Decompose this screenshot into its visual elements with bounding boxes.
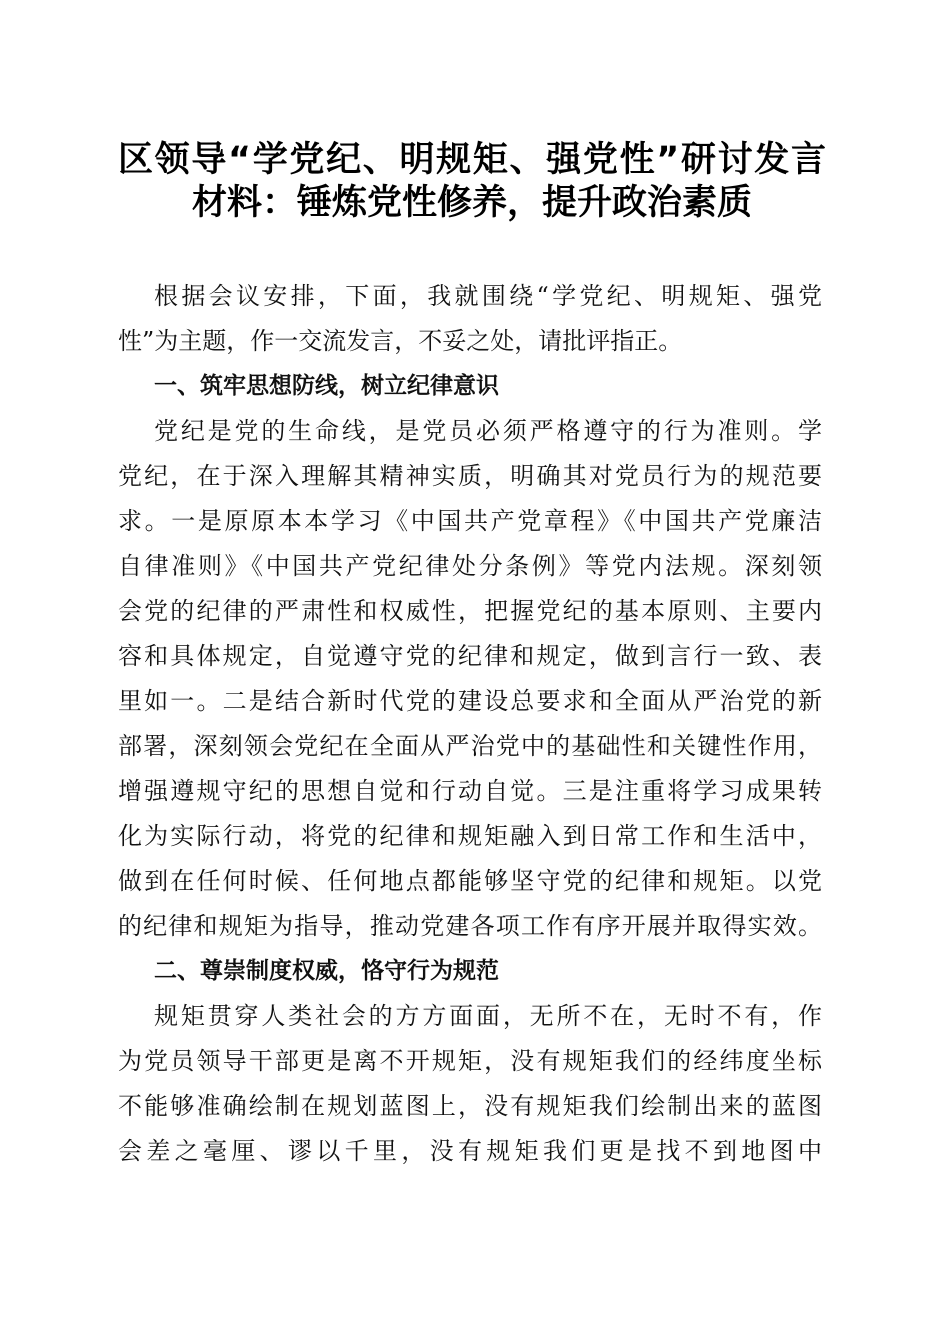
paragraph-line: 做到在任何时候、任何地点都能够坚守党的纪律和规矩。以党 [118, 867, 822, 895]
document-title [118, 139, 826, 225]
paragraph-line: 增强遵规守纪的思想自觉和行动自觉。三是注重将学习成果转 [118, 777, 822, 805]
title-line-2: 材料：锤炼党性修养，提升政治素质 [191, 183, 752, 223]
paragraph-line: 求。一是原原本本学习《中国共产党章程》《中国共产党廉洁 [118, 507, 822, 535]
paragraph-line: 自律准则》《中国共产党纪律处分条例》等党内法规。深刻领 [118, 552, 822, 580]
paragraph-line: 党纪是党的生命线，是党员必须严格遵守的行为准则。学 [154, 417, 822, 445]
document-body [118, 274, 822, 1174]
section-heading-1: 一、筑牢思想防线，树立纪律意识 [154, 373, 499, 399]
intro-line: 性”为主题，作一交流发言，不妥之处，请批评指正。 [118, 327, 683, 355]
paragraph-line: 会差之毫厘、谬以千里，没有规矩我们更是找不到地图中 [118, 1137, 822, 1165]
paragraph-line: 里如一。二是结合新时代党的建设总要求和全面从严治党的新 [118, 687, 822, 715]
paragraph-line: 容和具体规定，自觉遵守党的纪律和规定，做到言行一致、表 [118, 642, 822, 670]
paragraph-line: 化为实际行动，将党的纪律和规矩融入到日常工作和生活中， [118, 822, 822, 850]
paragraph-line: 规矩贯穿人类社会的方方面面，无所不在，无时不有，作 [154, 1002, 822, 1030]
paragraph-line: 党纪，在于深入理解其精神实质，明确其对党员行为的规范要 [118, 462, 822, 490]
intro-line: 根据会议安排，下面，我就围绕“学党纪、明规矩、强党 [154, 282, 822, 310]
section-heading-2: 二、尊崇制度权威，恪守行为规范 [154, 958, 499, 984]
title-line-1: 区领导“学党纪、明规矩、强党性”研讨发言 [118, 140, 826, 180]
paragraph-line: 会党的纪律的严肃性和权威性，把握党纪的基本原则、主要内 [118, 597, 822, 625]
paragraph-line: 部署，深刻领会党纪在全面从严治党中的基础性和关键性作用， [118, 732, 822, 760]
paragraph-line: 为党员领导干部更是离不开规矩，没有规矩我们的经纬度坐标 [118, 1047, 822, 1075]
paragraph-line: 的纪律和规矩为指导，推动党建各项工作有序开展并取得实效。 [118, 912, 822, 940]
paragraph-line: 不能够准确绘制在规划蓝图上，没有规矩我们绘制出来的蓝图 [118, 1092, 822, 1120]
